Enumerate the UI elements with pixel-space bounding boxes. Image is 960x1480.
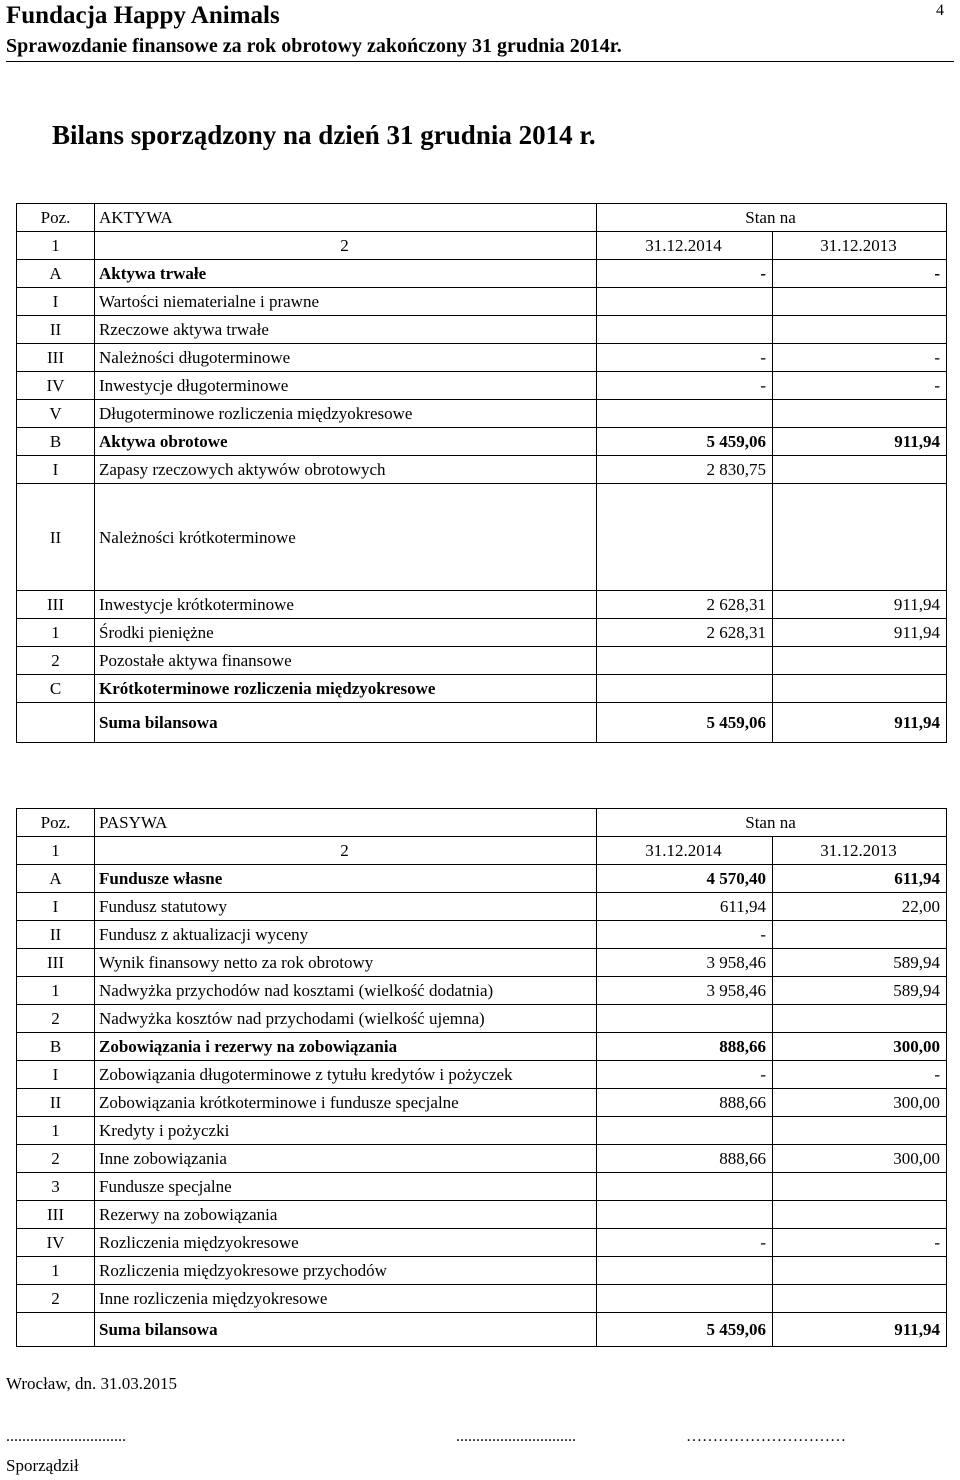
row-value-2014: -: [597, 260, 773, 288]
total-value-2013: 911,94: [773, 1313, 947, 1347]
total-value-2013: 911,94: [773, 703, 947, 743]
row-value-2013: -: [773, 1229, 947, 1257]
row-name: Zapasy rzeczowych aktywów obrotowych: [95, 456, 597, 484]
signature-line-3: …………………………: [686, 1428, 846, 1445]
col-stan-header: Stan na: [597, 809, 947, 837]
row-poz: 1: [17, 977, 95, 1005]
row-name: Zobowiązania i rezerwy na zobowiązania: [95, 1033, 597, 1061]
total-label: Suma bilansowa: [95, 1313, 597, 1347]
organization-name: Fundacja Happy Animals: [6, 2, 280, 29]
row-value-2013: [773, 456, 947, 484]
liabilities-table: [16, 808, 947, 1347]
row-value-2013: [773, 921, 947, 949]
row-name: Wartości niematerialne i prawne: [95, 288, 597, 316]
row-value-2013: 589,94: [773, 977, 947, 1005]
row-value-2014: 2 628,31: [597, 591, 773, 619]
table-row: [17, 1033, 947, 1061]
signature-line-1: ..............................: [6, 1428, 126, 1445]
row-poz: II: [17, 484, 95, 591]
table-row: [17, 1257, 947, 1285]
table-row: [17, 1089, 947, 1117]
prepared-by-label: Sporządził: [6, 1456, 79, 1475]
row-value-2014: [597, 1173, 773, 1201]
subheader-2: 2: [95, 837, 597, 865]
row-poz: I: [17, 288, 95, 316]
row-poz: 2: [17, 647, 95, 675]
col-name-header: PASYWA: [95, 809, 597, 837]
table-row: [17, 893, 947, 921]
row-name: Inne rozliczenia międzyokresowe: [95, 1285, 597, 1313]
row-name: Rezerwy na zobowiązania: [95, 1201, 597, 1229]
row-value-2014: -: [597, 1061, 773, 1089]
row-value-2013: [773, 1257, 947, 1285]
row-value-2014: [597, 1257, 773, 1285]
page-number: 4: [936, 2, 944, 19]
table-row: [17, 675, 947, 703]
row-value-2013: [773, 1201, 947, 1229]
row-name: Nadwyżka przychodów nad kosztami (wielkość dodatnia): [95, 977, 597, 1005]
row-name: Aktywa trwałe: [95, 260, 597, 288]
total-value-2014: 5 459,06: [597, 1313, 773, 1347]
row-poz: 1: [17, 1117, 95, 1145]
row-value-2013: [773, 484, 947, 591]
table-row: [17, 949, 947, 977]
row-value-2014: 2 628,31: [597, 619, 773, 647]
table-row: [17, 1061, 947, 1089]
row-poz: I: [17, 893, 95, 921]
row-poz: A: [17, 260, 95, 288]
total-label: Suma bilansowa: [95, 703, 597, 743]
row-value-2014: -: [597, 344, 773, 372]
row-value-2014: 611,94: [597, 893, 773, 921]
signature-line-2: ..............................: [456, 1428, 576, 1445]
row-name: Rozliczenia międzyokresowe przychodów: [95, 1257, 597, 1285]
row-poz: B: [17, 1033, 95, 1061]
table-row: [17, 619, 947, 647]
row-name: Nadwyżka kosztów nad przychodami (wielkość ujemna): [95, 1005, 597, 1033]
row-value-2013: [773, 647, 947, 675]
row-name: Fundusz statutowy: [95, 893, 597, 921]
table-row: [17, 921, 947, 949]
row-value-2013: [773, 675, 947, 703]
row-poz: III: [17, 591, 95, 619]
row-value-2013: [773, 400, 947, 428]
row-value-2014: [597, 484, 773, 591]
row-poz: II: [17, 316, 95, 344]
row-poz: 2: [17, 1005, 95, 1033]
row-value-2013: 911,94: [773, 591, 947, 619]
subheader-1: 1: [17, 232, 95, 260]
row-poz: 3: [17, 1173, 95, 1201]
row-name: Zobowiązania krótkoterminowe i fundusze specjalne: [95, 1089, 597, 1117]
row-value-2014: 2 830,75: [597, 456, 773, 484]
row-poz: 1: [17, 1257, 95, 1285]
row-name: Fundusze własne: [95, 865, 597, 893]
row-value-2014: [597, 316, 773, 344]
subheader-year-2013: 31.12.2013: [773, 837, 947, 865]
row-name: Zobowiązania długoterminowe z tytułu kredytów i pożyczek: [95, 1061, 597, 1089]
table-row: [17, 400, 947, 428]
row-name: Fundusz z aktualizacji wyceny: [95, 921, 597, 949]
row-value-2014: 3 958,46: [597, 949, 773, 977]
table-row: [17, 316, 947, 344]
row-value-2014: -: [597, 372, 773, 400]
row-name: Należności długoterminowe: [95, 344, 597, 372]
row-name: Fundusze specjalne: [95, 1173, 597, 1201]
row-poz: III: [17, 1201, 95, 1229]
table-row: [17, 977, 947, 1005]
row-poz: IV: [17, 372, 95, 400]
row-value-2014: 4 570,40: [597, 865, 773, 893]
row-value-2013: 611,94: [773, 865, 947, 893]
row-value-2013: 300,00: [773, 1033, 947, 1061]
report-subtitle: Sprawozdanie finansowe za rok obrotowy zakończony 31 grudnia 2014r.: [6, 35, 622, 57]
row-value-2013: 22,00: [773, 893, 947, 921]
place-and-date: Wrocław, dn. 31.03.2015: [6, 1374, 178, 1393]
row-poz: A: [17, 865, 95, 893]
row-value-2013: [773, 1005, 947, 1033]
row-value-2013: 589,94: [773, 949, 947, 977]
table-row: [17, 1145, 947, 1173]
row-value-2014: 5 459,06: [597, 428, 773, 456]
subheader-1: 1: [17, 837, 95, 865]
row-value-2014: [597, 1117, 773, 1145]
row-poz: C: [17, 675, 95, 703]
row-value-2013: [773, 1173, 947, 1201]
table-row: [17, 484, 947, 591]
row-value-2014: [597, 647, 773, 675]
row-name: Kredyty i pożyczki: [95, 1117, 597, 1145]
row-name: Inwestycje krótkoterminowe: [95, 591, 597, 619]
row-poz: I: [17, 1061, 95, 1089]
row-value-2013: -: [773, 344, 947, 372]
table-row: [17, 372, 947, 400]
row-poz: 2: [17, 1285, 95, 1313]
row-name: Aktywa obrotowe: [95, 428, 597, 456]
row-value-2014: [597, 288, 773, 316]
row-value-2014: -: [597, 1229, 773, 1257]
row-poz: IV: [17, 1229, 95, 1257]
row-name: Inne zobowiązania: [95, 1145, 597, 1173]
subheader-year-2014: 31.12.2014: [597, 232, 773, 260]
row-value-2014: 888,66: [597, 1145, 773, 1173]
row-name: Należności krótkoterminowe: [95, 484, 597, 591]
table-row: [17, 288, 947, 316]
row-value-2013: -: [773, 260, 947, 288]
row-poz: V: [17, 400, 95, 428]
row-value-2013: 300,00: [773, 1089, 947, 1117]
row-name: Długoterminowe rozliczenia międzyokresowe: [95, 400, 597, 428]
row-value-2014: 888,66: [597, 1033, 773, 1061]
row-value-2013: [773, 1285, 947, 1313]
table-row: [17, 865, 947, 893]
row-value-2014: [597, 1285, 773, 1313]
total-poz-cell: [17, 1313, 95, 1347]
row-value-2013: [773, 288, 947, 316]
row-value-2013: 300,00: [773, 1145, 947, 1173]
table-row: [17, 1201, 947, 1229]
header-divider: [6, 61, 954, 62]
row-value-2013: 911,94: [773, 619, 947, 647]
row-name: Pozostałe aktywa finansowe: [95, 647, 597, 675]
col-name-header: AKTYWA: [95, 204, 597, 232]
col-poz-header: Poz.: [17, 809, 95, 837]
table-row: [17, 1285, 947, 1313]
row-name: Inwestycje długoterminowe: [95, 372, 597, 400]
subheader-year-2013: 31.12.2013: [773, 232, 947, 260]
row-name: Środki pieniężne: [95, 619, 597, 647]
col-stan-header: Stan na: [597, 204, 947, 232]
table-row: [17, 1005, 947, 1033]
row-value-2014: 888,66: [597, 1089, 773, 1117]
table-row: [17, 1117, 947, 1145]
row-poz: II: [17, 1089, 95, 1117]
table-row: [17, 1229, 947, 1257]
row-value-2014: [597, 400, 773, 428]
assets-table: [16, 203, 947, 743]
table-row: [17, 428, 947, 456]
row-name: Rzeczowe aktywa trwałe: [95, 316, 597, 344]
col-poz-header: Poz.: [17, 204, 95, 232]
row-name: Wynik finansowy netto za rok obrotowy: [95, 949, 597, 977]
table-row: [17, 1173, 947, 1201]
balance-sheet-title: Bilans sporządzony na dzień 31 grudnia 2014 r.: [52, 120, 596, 150]
row-value-2014: [597, 1005, 773, 1033]
row-name: Krótkoterminowe rozliczenia międzyokresowe: [95, 675, 597, 703]
row-value-2013: -: [773, 1061, 947, 1089]
row-value-2014: [597, 1201, 773, 1229]
row-poz: III: [17, 344, 95, 372]
table-row: [17, 591, 947, 619]
row-value-2014: [597, 675, 773, 703]
table-row: [17, 456, 947, 484]
table-row: [17, 344, 947, 372]
row-value-2013: 911,94: [773, 428, 947, 456]
row-value-2014: 3 958,46: [597, 977, 773, 1005]
table-row: [17, 647, 947, 675]
row-value-2013: [773, 1117, 947, 1145]
row-poz: 2: [17, 1145, 95, 1173]
row-poz: B: [17, 428, 95, 456]
subheader-year-2014: 31.12.2014: [597, 837, 773, 865]
row-poz: 1: [17, 619, 95, 647]
row-poz: II: [17, 921, 95, 949]
row-value-2013: -: [773, 372, 947, 400]
row-poz: III: [17, 949, 95, 977]
subheader-2: 2: [95, 232, 597, 260]
row-value-2014: -: [597, 921, 773, 949]
row-value-2013: [773, 316, 947, 344]
total-poz-cell: [17, 703, 95, 743]
row-name: Rozliczenia międzyokresowe: [95, 1229, 597, 1257]
table-row: [17, 260, 947, 288]
total-value-2014: 5 459,06: [597, 703, 773, 743]
row-poz: I: [17, 456, 95, 484]
